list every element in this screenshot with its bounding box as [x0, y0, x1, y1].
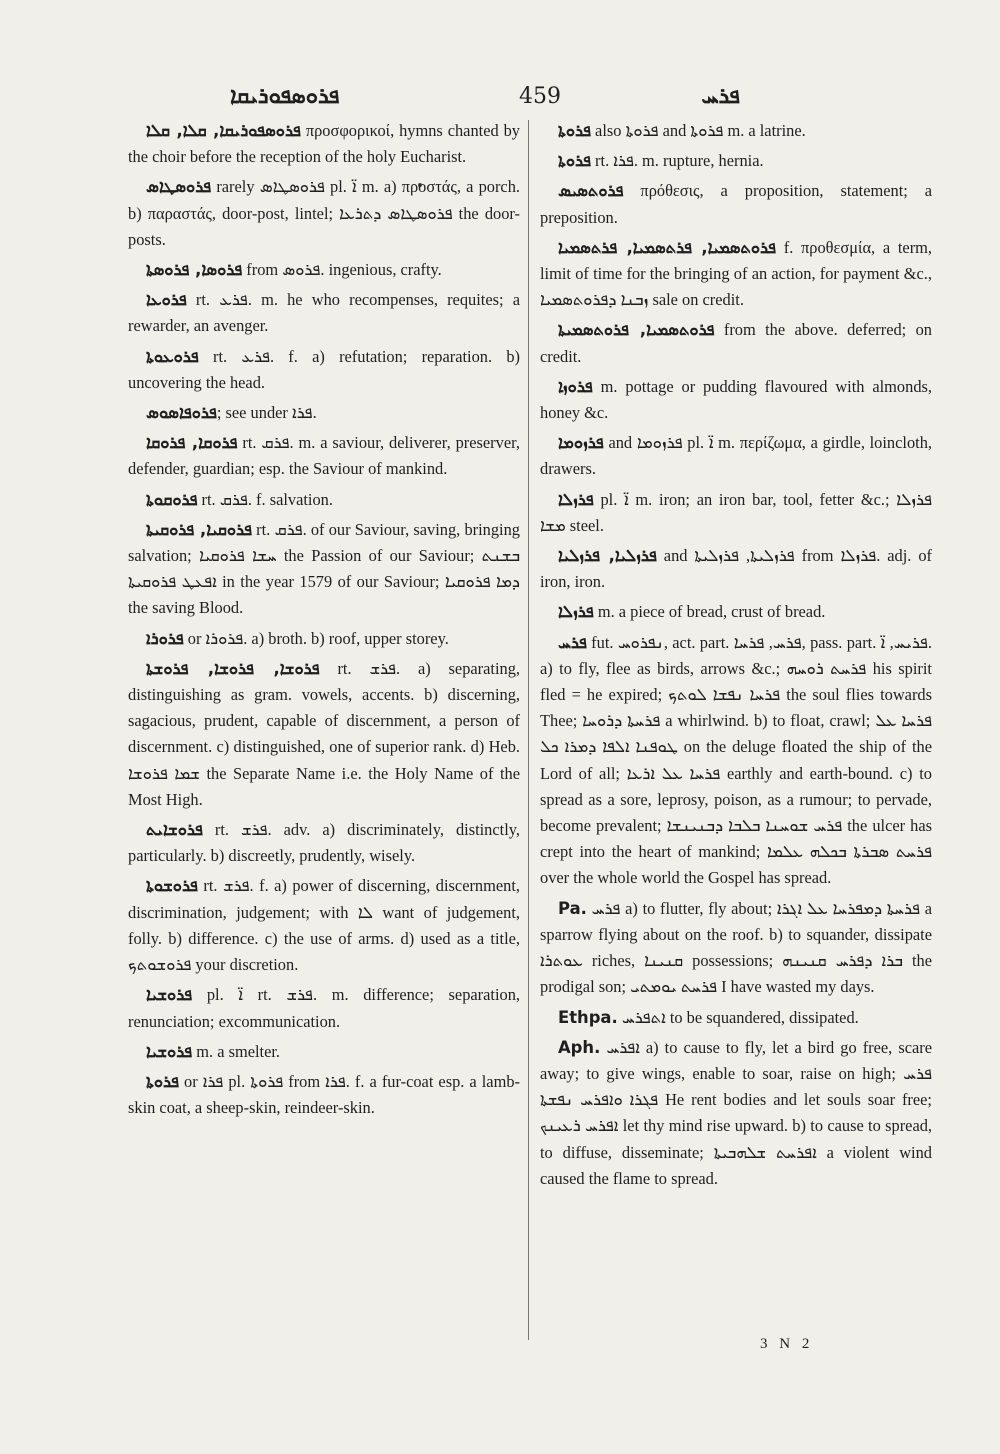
dictionary-entry	[540, 1005, 932, 1031]
dictionary-entry	[128, 626, 520, 652]
entry-headword: ܦܪܘܬܐ	[558, 121, 591, 140]
entry-definition: rt. ܦܪܫ. adv. a) discriminately, distinctly, particularly. b) discreetly, prudently, wisely.	[128, 820, 520, 866]
running-header	[120, 80, 940, 120]
dictionary-entry	[540, 178, 932, 230]
header-right-word: ܦܪܚ	[701, 84, 740, 109]
dictionary-entry	[128, 344, 520, 396]
entry-headword: Aph.	[558, 1037, 601, 1057]
dictionary-entry	[540, 235, 932, 314]
entry-headword: ܦܪܘܣܛܐܣ	[146, 177, 212, 197]
entry-headword: ܦܪܘܫܘܬܐ	[146, 876, 198, 896]
entry-definition: fut. ܢܦܪܘܚ, act. part. ܦܪܚ, ܦܪܚܐ, pass. part. ܦܪܝܚ, ܐ̈. a) to fly, flee as birds, arrows &c.; ܦܪܚܬ ܪܘܚܗ his spirit fled = he expired; ܦܪܚܐ ܢܦܫܐ ܠܘܬܟ the soul flies towards Thee; ܦܪܚܬܐ ܕܪܘܚܐ a whirlwind. b) to float, crawl; ܦܪܚܐ ܥܠ ܛܘܦܢܐ ܐܠܦܐ ܕܡܪܐ ܟܠ on the deluge floated the ship of the Lord of all; ܦܪܚܐ ܥܠ ܐܪܥܐ earthly and earth-bound. c) to spread as a sore, leprosy, poison, as a rumour; to pervade, become prevalent; ܦܪܚ ܫܘܚܢܐ ܒܠܒܐ ܕܒܢܝܢܫܐ the ulcer has crept into the heart of mankind; ܦܪܚܬ ܣܒܪܬܐ ܒܟܠܗ ܥܠܡܐ over the whole world the Gospel has spread.	[540, 632, 933, 888]
entry-definition: rarely ܦܪܘܣܛܐܣ pl. ܐ̈ m. a) προστάς, a porch. b) παραστάς, door-post, lintel; ܦܪܘܣܛܐܣ ܕܬܪܥܐ the door-posts.	[128, 177, 520, 249]
dictionary-entry	[128, 873, 520, 978]
entry-headword: ܦܪܘܩܘܬܐ	[146, 489, 198, 509]
entry-definition: rt. ܦܪܥ. m. he who recompenses, requites; a rewarder, an avenger.	[128, 290, 520, 336]
entry-definition: or ܦܪܐ pl. ܦܪܘܬܐ from ܦܪܐ. f. a fur-coat esp. a lamb-skin coat, a sheep-skin, reindeer-skin.	[128, 1071, 520, 1118]
page-number: 459	[519, 84, 561, 109]
entry-headword: ܦܪܘܙܐ	[558, 376, 593, 396]
entry-headword: ܦܪܘܩܝܐ, ܦܪܘܩܝܬܐ	[146, 519, 252, 539]
entry-headword: ܦܪܘܫܝܐ	[146, 985, 193, 1005]
entry-headword: ܦܪܙܠܐ	[558, 489, 594, 509]
entry-definition: πρόθεσις, a proposition, statement; a preposition.	[540, 181, 932, 227]
entry-definition: pl. ܐ̈ rt. ܦܪܫ. m. difference; separation, renunciation; excommunication.	[128, 985, 521, 1031]
entry-definition: rt. ܦܪܩ. f. salvation.	[197, 489, 333, 509]
entry-definition: from ܦܪܘܣ. ingenious, crafty.	[242, 260, 442, 280]
entry-headword: ܦܪܘܫܐܝܬ	[146, 820, 203, 840]
dictionary-entry	[540, 317, 932, 369]
entry-headword: ܦܪܙܘܡܐ	[558, 433, 604, 453]
entry-headword: ܦܪܘܫܝܐ	[146, 1041, 193, 1061]
signature-mark: 3 N 2	[760, 1336, 814, 1352]
dictionary-entry	[128, 656, 520, 813]
entry-definition: rt. ܦܪܩ. of our Saviour, saving, bringing salvation; ܚܫܐ ܦܪܘܩܝܐ the Passion of our Saviour; ܒܫܢܬ ܐܦܥܛ ܦܪܘܩܝܬܐ in the year 1579 of our Saviour; ܕܡܐ ܦܪܘܩܝܐ the saving Blood.	[128, 519, 521, 618]
entry-headword: ܦܪܙܠܝܐ, ܦܪܙܠܝܐ	[558, 546, 657, 566]
header-left-word: ܦܪܘܣܦܘܪܝܩܐ	[230, 84, 340, 109]
entry-definition: from the above. deferred; on credit.	[540, 320, 932, 366]
left-column	[128, 118, 520, 1125]
entry-definition: and ܦܪܙܠܝܬܐ, ܦܪܙܠܝܬܐ from ܦܪܙܠܐ. adj. of iron, iron.	[540, 546, 932, 592]
dictionary-entry	[540, 630, 932, 892]
entry-definition: m. a smelter.	[192, 1041, 281, 1061]
entry-definition: ; see under ܦܪܐ.	[216, 403, 317, 423]
entry-headword: ܦܪܘܣܦܘܪܝܩܐ, ܩܠܐ, ܩܠܐ	[146, 121, 301, 140]
entry-definition: rt. ܦܪܫ. a) separating, distinguishing as gram. vowels, accents. b) discerning, sagacious, prudent, capable of discernment, a person of discernment. c) distinguished, one of superior rank. d) Heb. ܫܡܐ ܦܪܘܫܐ the Separate Name i.e. the Holy Name of the Most High.	[128, 658, 520, 809]
entry-headword: ܦܪܘܬܐ	[146, 1071, 179, 1091]
dictionary-entry	[128, 174, 520, 253]
dictionary-entry	[128, 1069, 520, 1121]
entry-headword: ܦܪܙܠܐ	[558, 602, 594, 622]
dictionary-entry	[128, 1039, 520, 1065]
dictionary-entry	[540, 374, 932, 426]
dictionary-entry	[540, 896, 932, 1001]
dictionary-entry	[128, 487, 520, 513]
entry-headword: ܦܪܘܥܐ	[146, 290, 187, 310]
entry-definition: f. προθεσμία, a term, limit of time for the bringing of an action, for payment &c., ܙܒܢܐ ܕܦܪܘܬܣܡܝܐ sale on credit.	[540, 237, 932, 310]
dictionary-entry	[128, 118, 520, 170]
dictionary-entry	[128, 517, 520, 622]
entry-definition: pl. ܐ̈ m. iron; an iron bar, tool, fetter &c.; ܦܪܙܠܐ ܡܫܐ steel.	[540, 489, 932, 535]
dictionary-entry	[128, 400, 520, 426]
entry-definition: m. pottage or pudding flavoured with almonds, honey &c.	[540, 376, 932, 423]
entry-headword: ܦܪܘܩܐ, ܦܪܘܩܐ	[146, 433, 238, 453]
entry-definition: rt. ܦܪܥ. f. a) refutation; reparation. b) uncovering the head.	[128, 346, 520, 392]
entry-headword: ܦܪܘܣܐ, ܦܪܘܣܬܐ	[146, 260, 243, 280]
entry-headword: ܦܪܘܦܐܣܘܣ	[146, 403, 217, 423]
entry-definition: rt. ܦܪܫ. f. a) power of discerning, discernment, discrimination, judgement; with ܠܐ want of judgement, folly. b) difference. c) the use of arms. d) used as a title, ܦܪܘܫܘܬܟ your discretion.	[128, 876, 520, 975]
entry-headword: ܦܪܘܥܘܬܐ	[146, 346, 199, 366]
entry-definition: ܦܪܚ a) to flutter, fly about; ܦܪܚܬܐ ܕܡܦܪܚܐ ܥܠ ܐܓܪܐ a sparrow flying about on the roof. b) to squander, dissipate ܥܘܬܪܐ riches, ܩܢܝܢܐ possessions; ܒܪܐ ܕܦܪܚ ܩܢܝܢܗ the prodigal son; ܦܪܚܬ ܝܘܡܬܝ I have wasted my days.	[540, 898, 933, 997]
entry-headword: ܦܪܘܪܐ	[146, 628, 184, 648]
dictionary-entry	[540, 599, 932, 625]
column-rule	[528, 120, 529, 1340]
dictionary-entry	[128, 817, 520, 869]
entry-definition: ܐܬܦܪܚ to be squandered, dissipated.	[617, 1007, 859, 1027]
dictionary-entry	[540, 1035, 932, 1192]
entry-definition: rt. ܦܪܐ. m. rupture, hernia.	[590, 151, 764, 171]
dictionary-entry	[540, 118, 932, 144]
dictionary-entry	[540, 543, 932, 595]
entry-definition: m. a piece of bread, crust of bread.	[593, 602, 826, 622]
dictionary-entry	[128, 430, 520, 482]
dictionary-entry	[128, 982, 520, 1034]
dictionary-entry	[540, 430, 932, 482]
entry-headword: ܦܪܘܬܐ	[558, 151, 591, 171]
entry-headword: Ethpa.	[558, 1007, 618, 1027]
dictionary-entry	[128, 287, 520, 339]
entry-definition: rt. ܦܪܩ. m. a saviour, deliverer, preserver, defender, guardian; esp. the Saviour of mankind.	[128, 433, 520, 479]
entry-headword: ܦܪܘܫܐ, ܦܪܘܫܐ, ܦܪܘܫܬܐ	[146, 658, 320, 678]
entry-definition: προσφορικοί, hymns chanted by the choir before the reception of the holy Eucharist.	[128, 121, 520, 167]
entry-headword: ܦܪܘܬܣܡܝܐ, ܦܪܘܬܣܡܝܬܐ	[558, 320, 715, 340]
right-column	[540, 118, 932, 1196]
entry-definition: and ܦܪܙܘܡܐ pl. ܐ̈ m. περίζωμα, a girdle, loincloth, drawers.	[540, 433, 932, 479]
dictionary-entry	[540, 487, 932, 539]
entry-definition: or ܦܪܘܪܐ. a) broth. b) roof, upper storey.	[183, 628, 449, 648]
entry-headword: Pa.	[558, 898, 587, 918]
entry-definition: ܐܦܪܚ a) to cause to fly, let a bird go free, scare away; to give wings, enable to soar, raise on high; ܦܪܚ ܦܓܪܐ ܘܐܦܪܚ ܢܦܫܬܐ He rent bodies and let souls soar free; ܐܦܪܚ ܪܥܝܢܟ let thy mind rise upward. b) to cause to spread, to diffuse, disseminate; ܐܦܪܚܬ ܫܠܗܒܝܬܐ a violent wind caused the flame to spread.	[540, 1037, 933, 1188]
entry-definition: also ܦܪܘܬܐ and ܦܪܘܬܐ m. a latrine.	[590, 121, 806, 140]
dictionary-entry	[540, 148, 932, 174]
dictionary-entry	[128, 257, 520, 283]
entry-headword: ܦܪܘܬܣܡܝܐ, ܦܪܬܣܡܝܐ, ܦܪܬܣܡܝܐ	[558, 237, 776, 257]
entry-headword: ܦܪܘܬܣܝܣ	[558, 181, 624, 201]
entry-headword: ܦܪܚ	[558, 632, 587, 652]
